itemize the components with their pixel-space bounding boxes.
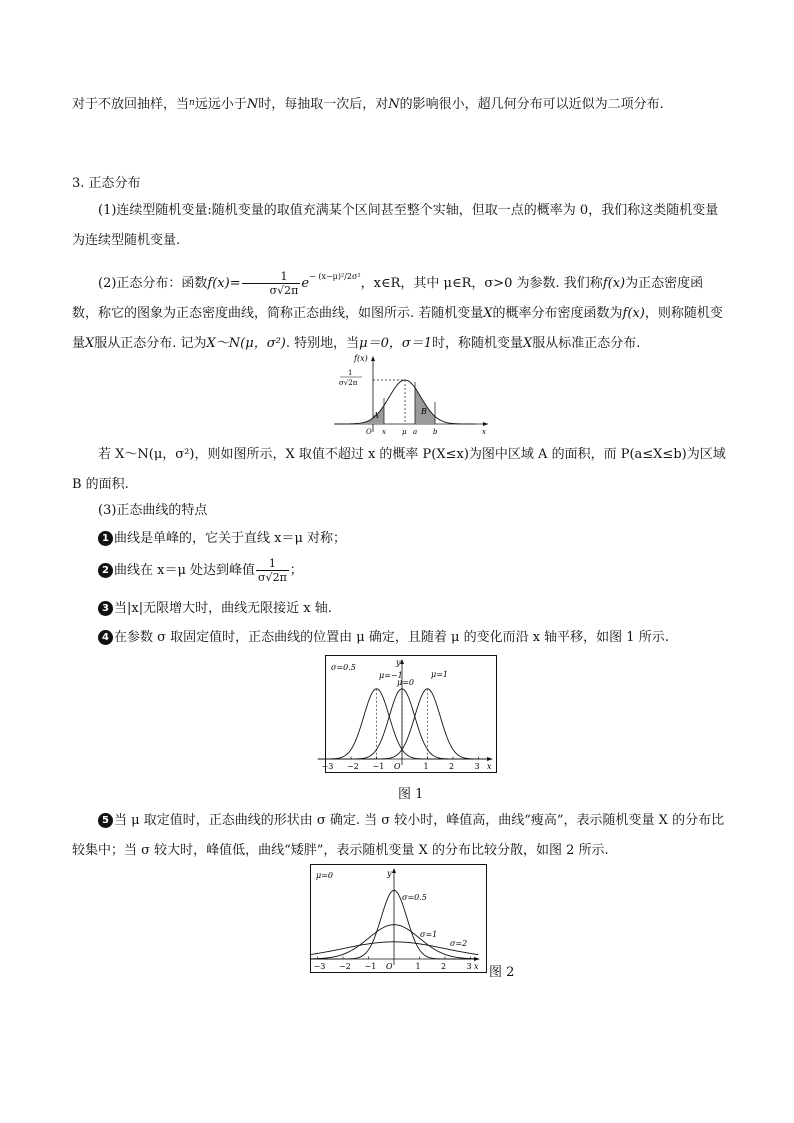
normal-density-figure (318, 352, 494, 436)
circled-number: 3 (98, 601, 113, 616)
mu-label: μ=0 (316, 871, 333, 880)
condition: μ＝0，σ＝1 (359, 336, 432, 351)
curve-labels (379, 670, 448, 687)
tick-label: 1 (415, 962, 421, 971)
feature-text: 曲线是单峰的，它关于直线 x＝μ 对称； (114, 531, 347, 546)
tick-label: 3 (466, 962, 472, 971)
figure-1-caption: 图 1 (398, 787, 424, 802)
feature-2 (98, 556, 303, 586)
figure-frame (326, 656, 497, 773)
intro-text: 的影响很小，超几何分布可以近似为二项分布. (399, 97, 664, 112)
circled-number: 1 (98, 531, 113, 546)
ylabel: y (396, 658, 401, 667)
text: ，则称随机变量 (72, 306, 723, 351)
circled-number: 2 (98, 563, 113, 578)
region-a-label: A (373, 411, 379, 420)
var-N: N (246, 97, 259, 112)
text: 服从正态分布. 记为 (94, 336, 207, 351)
sigma-label: σ=0.5 (331, 663, 356, 672)
feature-4 (98, 623, 669, 653)
fraction (242, 270, 301, 297)
formula-fx: f(x) (207, 276, 230, 291)
curve-label-1: μ=0 (397, 678, 414, 687)
curve-label-2: μ=1 (431, 670, 448, 679)
var-N: N (388, 97, 400, 112)
feature-text: 当|x|无限增大时，曲线无限接近 x 轴. (114, 601, 332, 616)
intro-text: 对于不放回抽样，当 (72, 97, 190, 112)
ylabel: y (387, 869, 392, 878)
figure-2-caption: 图 2 (489, 965, 515, 980)
tick-mu: μ (402, 428, 407, 436)
peak-num: 1 (348, 369, 353, 377)
intro-text: 远远小于 (194, 97, 247, 112)
fraction-num: 1 (256, 557, 289, 571)
xlabel: x (487, 762, 492, 771)
tick-label: 3 (474, 762, 480, 771)
formula-fx: f(x) (602, 276, 626, 291)
feature-text: 在参数 σ 取固定值时，正态曲线的位置由 μ 确定，且随着 μ 的变化而沿 x 轴平移，如图 1 所示. (114, 630, 669, 645)
tick-a: a (413, 428, 418, 436)
paragraph-normal-distribution (72, 262, 727, 359)
paragraph-regions: 若 X～N(μ，σ²)，则如图所示，X 取值不超过 x 的概率 P(X≤x)为图中区域 A 的面积，而 P(a≤X≤b)为区域 B 的面积. (72, 447, 726, 492)
var-X: X (85, 336, 95, 351)
notation: X～N(μ，σ²) (206, 336, 286, 351)
tick-x: x (382, 428, 386, 436)
intro-paragraph (72, 88, 727, 120)
tick-label: O (394, 762, 401, 771)
curve-label-0: μ=−1 (379, 671, 403, 680)
feature-1 (98, 524, 346, 554)
ylabel: f(x) (354, 354, 368, 363)
curve-label-0: σ=0.5 (402, 893, 427, 902)
fraction-den: σ√2π (258, 571, 287, 584)
tick-label: 2 (441, 962, 447, 971)
circled-number: 4 (98, 630, 113, 645)
fraction (256, 557, 289, 584)
xlabel: x (474, 962, 479, 971)
curve-label-2: σ=2 (450, 939, 468, 948)
feature-3 (98, 594, 332, 624)
text: . 特别地，当 (285, 336, 360, 351)
axis-x-label: x (482, 428, 486, 436)
figure-1-chart (321, 655, 497, 773)
tick-label: −2 (339, 962, 351, 971)
paragraph-continuous: (1)连续型随机变量:随机变量的取值充满某个区间甚至整个实轴，但取一点的概率为 0，我们称这类随机变量为连续型随机变量. (72, 203, 719, 248)
tick-label: −1 (364, 962, 377, 971)
text: 的概率分布密度函数为 (492, 306, 623, 321)
section-heading: 3. 正态分布 (72, 176, 141, 191)
y-axis-arrow (400, 659, 404, 664)
var-n: n (189, 98, 195, 108)
text: 服从标准正态分布. (532, 336, 641, 351)
text: 为正态密度函数，称它的图象为正态密度曲线，简称正态曲线，如图所示. 若随机变量 (72, 276, 704, 321)
tick-label: O (386, 962, 393, 971)
x-axis-arrow (487, 757, 493, 761)
region-b-fill (415, 388, 435, 424)
tick-b: b (433, 428, 438, 436)
figure-2-chart (310, 864, 487, 974)
exponent: − (x−μ)²/2σ² (309, 272, 361, 281)
fraction-den: σ√2π (269, 284, 299, 297)
text: (2)正态分布：函数 (98, 276, 208, 291)
x-axis-arrow (483, 422, 488, 426)
tick-label: −3 (313, 962, 326, 971)
tick-o: O (366, 428, 372, 436)
formula-fx: f(x) (622, 306, 645, 321)
curve-labels (402, 893, 467, 948)
tick-label: 2 (449, 762, 455, 771)
euler-e: e (301, 276, 310, 291)
intro-text: 时，每抽取一次后，对 (258, 97, 389, 112)
circled-number: 5 (98, 813, 113, 828)
y-axis-arrow (371, 356, 375, 361)
curve-label-1: σ=1 (420, 930, 438, 939)
paragraph-features-heading: (3)正态曲线的特点 (98, 503, 208, 518)
tick-label: −3 (321, 762, 334, 771)
text: ，x∈R，其中 μ∈R，σ>0 为参数. 我们称 (360, 276, 603, 291)
fraction-num: 1 (242, 270, 301, 284)
feature-5 (72, 806, 727, 866)
feature-text: 曲线在 x＝μ 处达到峰值 (114, 563, 256, 578)
tick-label: −2 (347, 762, 359, 771)
tick-label: −1 (372, 762, 385, 771)
region-b-label: B (421, 407, 427, 416)
tick-label: 1 (423, 762, 429, 771)
peak-den: σ√2π (339, 379, 358, 387)
feature-text: ； (289, 563, 303, 578)
text: 时，称随机变量 (432, 336, 524, 351)
var-X: X (523, 336, 533, 351)
feature-text: 当 μ 取定值时，正态曲线的形状由 σ 确定. 当 σ 较小时，峰值高，曲线“瘦高”，表示随机变量 X 的分布比较集中；当 σ 较大时，峰值低，曲线“矮胖”，表示随机变量 X 的分布比较分散，如图 2 所示. (72, 813, 725, 858)
var-X: X (483, 306, 493, 321)
text: = (229, 276, 241, 291)
y-axis-arrow (392, 868, 396, 873)
